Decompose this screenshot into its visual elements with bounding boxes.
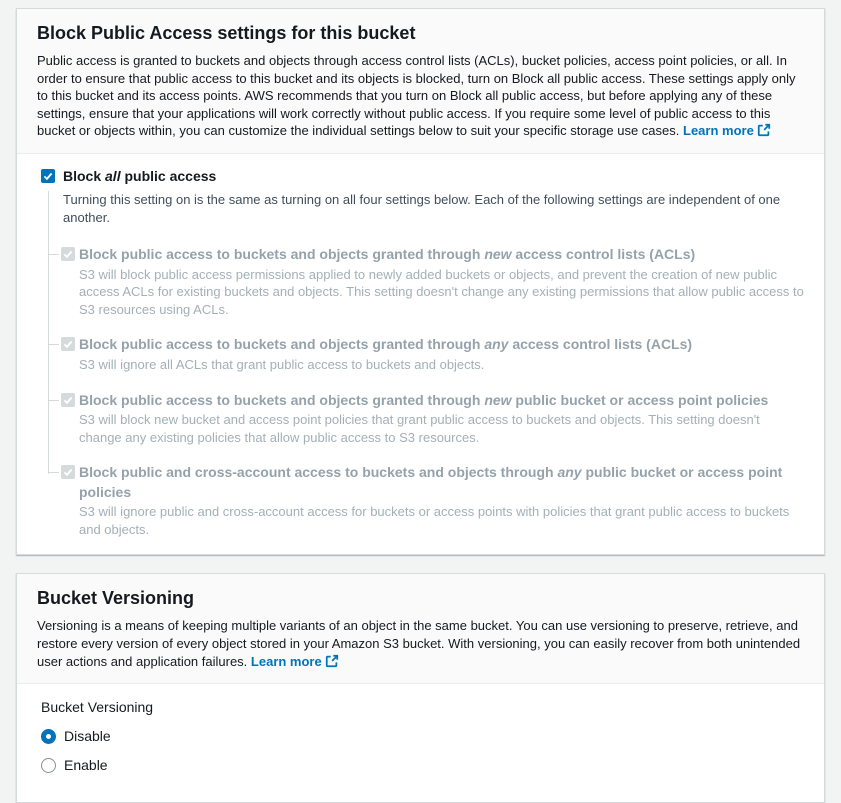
sub-setting-checkbox-disabled [61, 337, 75, 351]
versioning-disable-label: Disable [64, 728, 111, 745]
sub-setting-title: Block public access to buckets and objects granted through new access control lists (ACLs) [79, 246, 696, 263]
block-public-access-body [17, 154, 824, 554]
section-description: Versioning is a means of keeping multiple variants of an object in the same bucket. You can use versioning to preserve, retrieve, and restore every version of every object stored in your Amazon S3 bucket. With versioning, you can easily recover from both unintended user actions and application failures. Learn more [37, 618, 801, 669]
block-all-public-access-row[interactable] [41, 166, 804, 186]
checkmark-icon [63, 339, 73, 349]
sub-setting-title: Block public and cross-account access to buckets and objects through any public bucket or access point policies [79, 464, 783, 500]
block-public-access-section [16, 8, 825, 555]
versioning-enable-option[interactable] [41, 755, 804, 775]
learn-more-link[interactable]: Learn more [683, 123, 771, 138]
bucket-versioning-body [17, 684, 824, 802]
sub-setting-block-new-acls [41, 245, 804, 318]
sub-settings-tree [41, 191, 804, 538]
checkmark-icon [63, 249, 73, 259]
section-description: Public access is granted to buckets and objects through access control lists (ACLs), bucket policies, access point policies, or all. In order to ensure that public access to this bucket and its objects is blocked, turn on Block all public access. These settings apply only to this bucket and its access points. AWS recommends that you turn on Block all public access, but before applying any of these settings, ensure that your applications will work correctly without public access. If you require some level of public access to this bucket or objects within, you can customize the individual settings below to suit your specific storage use cases. Learn more [37, 53, 796, 139]
checkmark-icon [43, 171, 53, 181]
block-all-public-access-label: Block all public access [63, 167, 217, 184]
bucket-versioning-section [16, 573, 825, 803]
learn-more-link[interactable]: Learn more [251, 654, 339, 669]
section-title: Block Public Access settings for this bucket [37, 23, 416, 43]
checkmark-icon [63, 467, 73, 477]
checkmark-icon [63, 395, 73, 405]
block-all-public-access-description: Turning this setting on is the same as turning on all four settings below. Each of the following settings are independent of one another. [63, 191, 781, 225]
sub-setting-description: S3 will block new bucket and access point policies that grant public access to buckets and objects. This setting doesn't change any existing policies that allow public access to S3 resources. [79, 412, 760, 445]
versioning-enable-label: Enable [64, 757, 108, 774]
sub-setting-block-cross-account [41, 463, 804, 538]
external-link-icon [757, 123, 771, 137]
sub-setting-block-any-acls [41, 335, 804, 373]
bucket-versioning-field-label: Bucket Versioning [41, 699, 154, 716]
sub-setting-description: S3 will ignore all ACLs that grant public access to buckets and objects. [79, 356, 485, 372]
external-link-icon [325, 654, 339, 668]
radio-unselected-icon[interactable] [41, 758, 56, 773]
block-all-public-access-checkbox[interactable] [41, 169, 55, 183]
sub-setting-description: S3 will ignore public and cross-account access for buckets or access points with policies that grant public access to buckets and objects. [79, 504, 790, 537]
radio-selected-icon[interactable] [41, 729, 56, 744]
sub-setting-checkbox-disabled [61, 247, 75, 261]
section-title: Bucket Versioning [37, 588, 195, 609]
bucket-versioning-header [17, 574, 824, 684]
sub-setting-checkbox-disabled [61, 393, 75, 407]
sub-setting-description: S3 will block public access permissions applied to newly added buckets or objects, and prevent the creation of new public access ACLs for existing buckets and objects. This setting doesn't change any existing permissions that allow public access to S3 resources using ACLs. [79, 266, 804, 317]
block-public-access-header [17, 9, 824, 154]
sub-setting-title: Block public access to buckets and objects granted through any access control lists (ACLs) [79, 336, 693, 353]
sub-setting-checkbox-disabled [61, 465, 75, 479]
sub-setting-title: Block public access to buckets and objects granted through new public bucket or access point policies [79, 391, 769, 408]
versioning-disable-option[interactable] [41, 726, 804, 746]
sub-setting-block-new-policies [41, 391, 804, 447]
